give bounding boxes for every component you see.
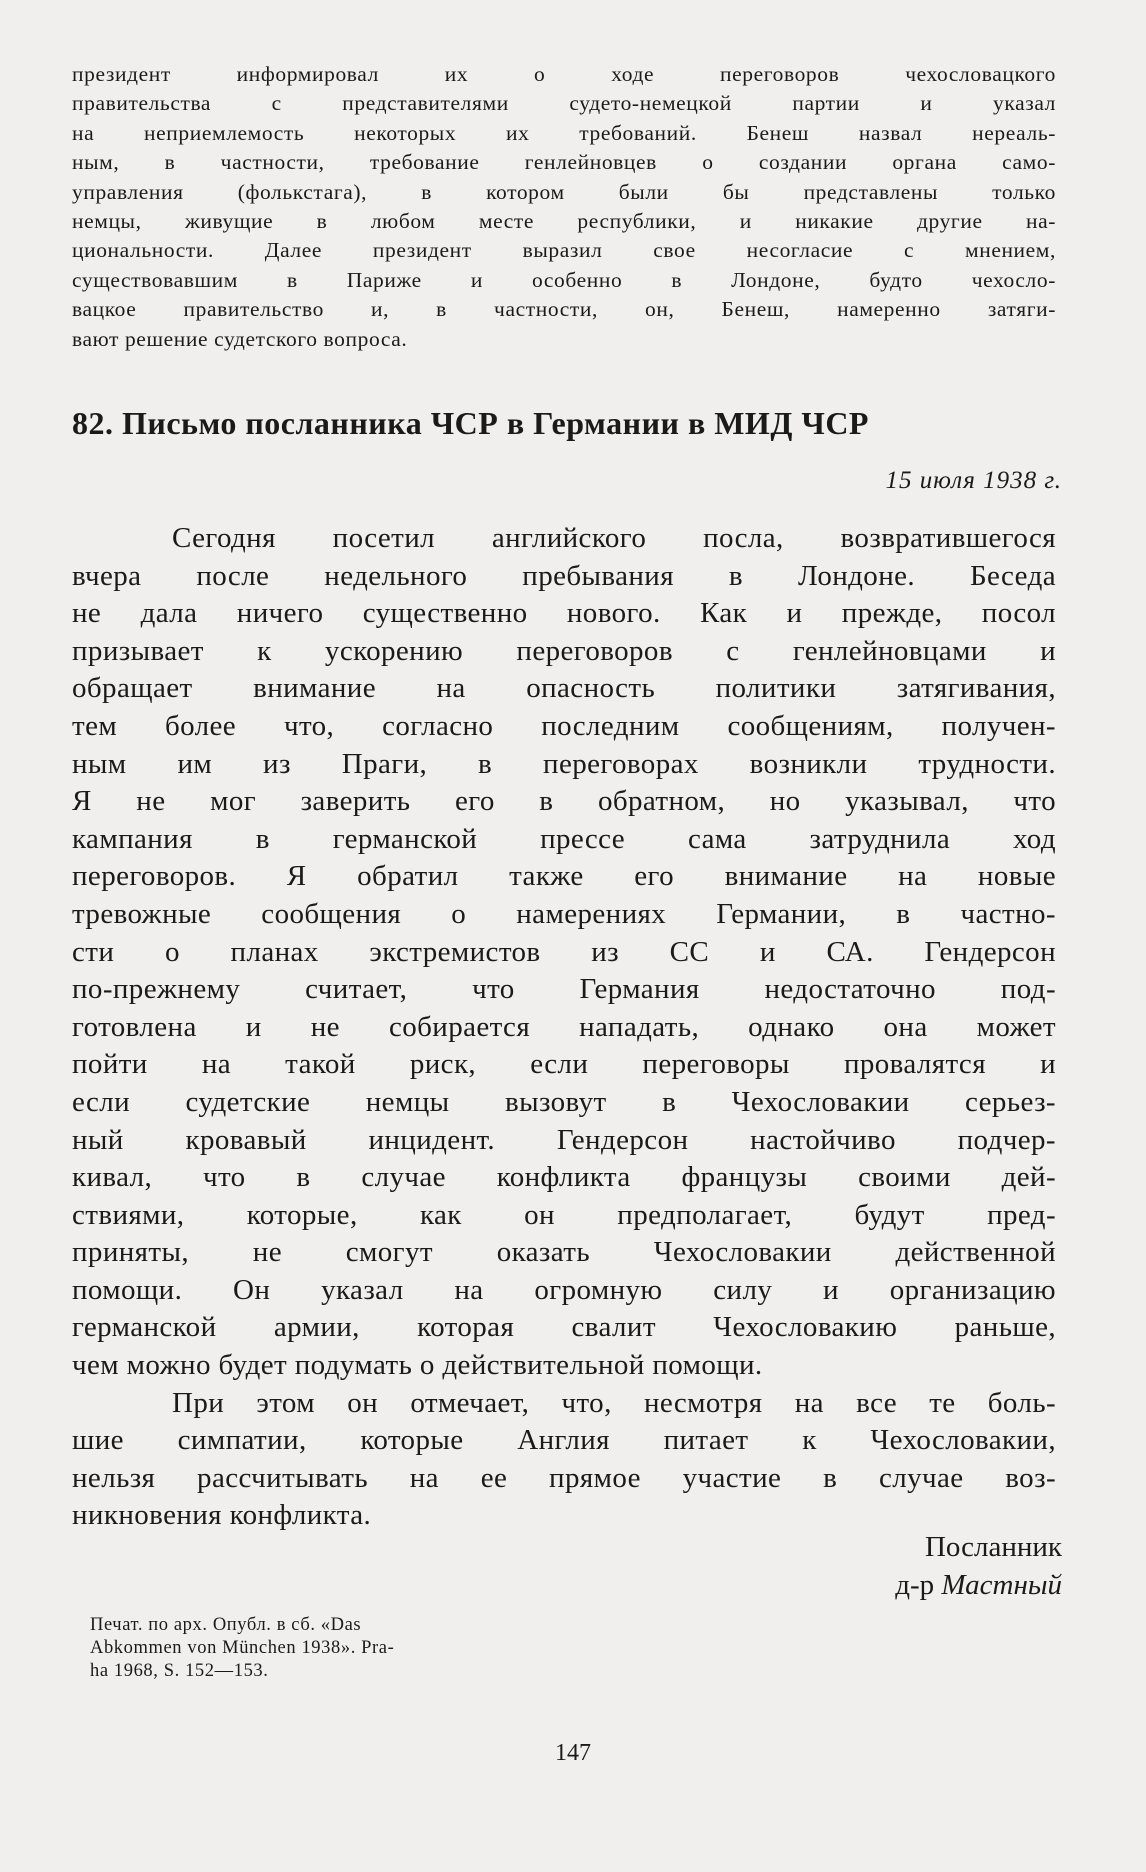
- text-line: приняты, не смогут оказать Чехословакии действенной: [72, 1236, 1056, 1269]
- source-note: [90, 1614, 560, 1683]
- text-line: если судетские немцы вызовут в Чехословакии серьез-: [72, 1085, 1056, 1118]
- signature-title: Посланник: [924, 1531, 1062, 1563]
- text-line: призывает к ускорению переговоров с генлейновцами и: [72, 634, 1056, 667]
- text-line: При этом он отмечает, что, несмотря на все те боль-: [172, 1386, 1056, 1419]
- signature-name: Мастный: [941, 1569, 1062, 1601]
- text-line: не дала ничего существенно нового. Как и прежде, посол: [72, 597, 1056, 630]
- text-line: германской армии, которая свалит Чехословакию раньше,: [72, 1311, 1056, 1344]
- text-line: кивал, что в случае конфликта французы своими дей-: [72, 1161, 1056, 1194]
- intro-paragraph: [72, 60, 1056, 354]
- text-line: сти о планах экстремистов из СС и СА. Гендерсон: [72, 935, 1056, 968]
- text-line: переговоров. Я обратил также его внимание на новые: [72, 860, 1056, 893]
- text-line: по-прежнему считает, что Германия недостаточно под-: [72, 973, 1056, 1006]
- text-line: помощи. Он указал на огромную силу и организацию: [72, 1273, 1056, 1306]
- text-line: немцы, живущие в любом месте республики, и никакие другие на-: [72, 208, 1056, 233]
- text-line: вают решение судетского вопроса.: [72, 326, 408, 351]
- source-line: ha 1968, S. 152—153.: [90, 1661, 269, 1681]
- text-line: нельзя рассчитывать на ее прямое участие в случае воз-: [72, 1461, 1056, 1494]
- text-line: на неприемлемость некоторых их требований. Бенеш назвал нереаль-: [72, 120, 1056, 145]
- text-line: существовавшим в Париже и особенно в Лондоне, будто чехосло-: [72, 267, 1056, 292]
- text-line: Сегодня посетил английского посла, возвратившегося: [172, 522, 1056, 554]
- text-line: вчера после недельного пребывания в Лондоне. Беседа: [72, 559, 1056, 592]
- text-line: ный кровавый инцидент. Гендерсон настойчиво подчер-: [72, 1123, 1056, 1156]
- source-line: Abkommen von München 1938». Pra-: [90, 1638, 395, 1658]
- signature: [895, 1528, 1062, 1604]
- text-line: президент информировал их о ходе переговоров чехословацкого: [72, 62, 1056, 86]
- text-line: кампания в германской прессе сама затруднила ход: [72, 822, 1056, 855]
- text-line: тревожные сообщения о намерениях Германии, в частно-: [72, 897, 1056, 930]
- signature-prefix: д-р: [895, 1569, 935, 1601]
- text-line: тем более что, согласно последним сообщениям, получен-: [72, 709, 1056, 742]
- text-line: циональности. Далее президент выразил свое несогласие с мнением,: [72, 238, 1056, 263]
- text-line: обращает внимание на опасность политики затягивания,: [72, 672, 1056, 705]
- text-line: управления (фолькстага), в котором были бы представлены только: [72, 179, 1056, 204]
- text-line: правительства с представителями судето-немецкой партии и указал: [72, 91, 1056, 116]
- letter-body: [72, 520, 1056, 1535]
- text-line: готовлена и не собирается нападать, однако она может: [72, 1010, 1056, 1043]
- text-line: ным, в частности, требование генлейновцев о создании органа само-: [72, 150, 1056, 175]
- document-date: 15 июля 1938 г.: [885, 467, 1062, 494]
- page-number: 147: [555, 1740, 591, 1766]
- text-line: ствиями, которые, как он предполагает, будут пред-: [72, 1198, 1056, 1231]
- text-line: ным им из Праги, в переговорах возникли трудности.: [72, 747, 1056, 780]
- text-line: чем можно будет подумать о действительной помощи.: [72, 1349, 763, 1382]
- text-line: пойти на такой риск, если переговоры провалятся и: [72, 1048, 1056, 1081]
- document-heading: 82. Письмо посланника ЧСР в Германии в МИД ЧСР: [72, 405, 869, 441]
- text-line: Я не мог заверить его в обратном, но указывал, что: [72, 785, 1056, 818]
- text-line: вацкое правительство и, в частности, он, Бенеш, намеренно затяги-: [72, 297, 1056, 322]
- text-line: шие симпатии, которые Англия питает к Чехословакии,: [72, 1424, 1056, 1457]
- signature-line: [895, 1566, 1062, 1604]
- text-line: никновения конфликта.: [72, 1499, 372, 1532]
- source-line: Печат. по арх. Опубл. в сб. «Das: [90, 1615, 362, 1635]
